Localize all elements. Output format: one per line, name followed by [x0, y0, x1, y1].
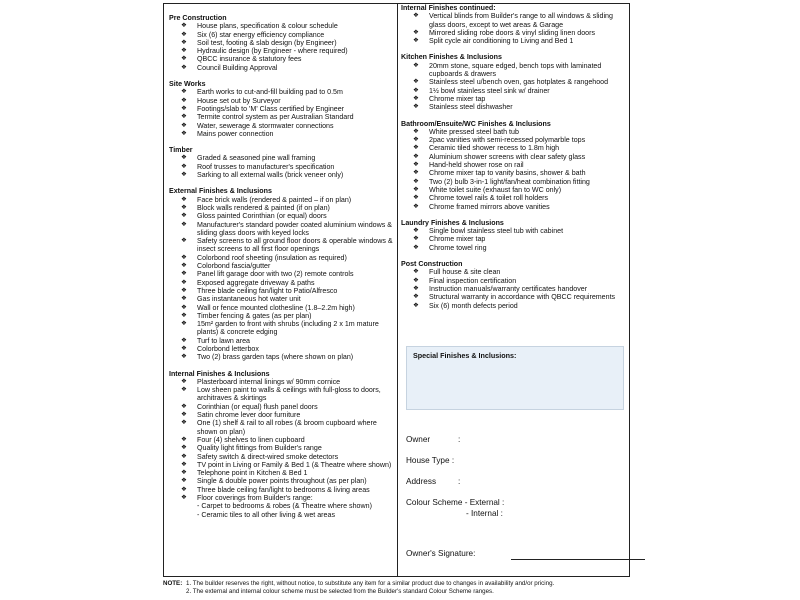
list-item-text: Split cycle air conditioning to Living and Bed 1: [429, 37, 574, 46]
bullet-icon: ❖: [413, 144, 419, 152]
list-item-text: Colorbond roof sheeting (insulation as required): [197, 253, 347, 262]
section-list: [401, 128, 625, 211]
list-item-text: Turf to lawn area: [197, 336, 250, 345]
list-item: [169, 337, 393, 345]
list-item: [169, 55, 393, 63]
list-item: [169, 204, 393, 212]
list-item-text: Panel lift garage door with two (2) remote controls: [197, 270, 354, 279]
list-item: [169, 378, 393, 386]
colour-external-label: Colour Scheme - External :: [406, 498, 505, 507]
section: [169, 187, 393, 361]
list-item: [401, 78, 625, 86]
list-item-text: Safety screens to all ground floor doors & operable windows & insect screens to all first floor openings: [197, 237, 393, 254]
list-item: [401, 128, 625, 136]
bullet-icon: ❖: [181, 104, 187, 112]
list-item: [401, 235, 625, 243]
bullet-icon: ❖: [181, 96, 187, 104]
list-item: [169, 105, 393, 113]
right-column: [401, 4, 625, 558]
bullet-icon: ❖: [181, 270, 187, 278]
bullet-icon: ❖: [181, 353, 187, 361]
list-item-text: Stainless steel u/bench oven, gas hotplates & rangehood: [429, 78, 609, 87]
list-item-text: Graded & seasoned pine wall framing: [197, 154, 316, 163]
section: [169, 370, 393, 519]
list-item-text: Exposed aggregate driveway & paths: [197, 278, 315, 287]
section-list: [169, 22, 393, 72]
bullet-icon: ❖: [181, 154, 187, 162]
bullet-icon: ❖: [181, 22, 187, 30]
bullet-icon: ❖: [181, 419, 187, 427]
section-list: [401, 12, 625, 45]
list-item: [401, 95, 625, 103]
list-item: [169, 353, 393, 361]
section: [401, 53, 625, 111]
list-item-text: Timber fencing & gates (as per plan): [197, 311, 312, 320]
list-item: [401, 178, 625, 186]
list-item-text: Corinthian (or equal) flush panel doors: [197, 402, 318, 411]
list-item: [169, 494, 393, 502]
list-item: [169, 22, 393, 30]
bullet-icon: ❖: [181, 460, 187, 468]
list-item: [169, 262, 393, 270]
address-colon: :: [458, 477, 461, 486]
address-label: Address: [406, 477, 437, 486]
bullet-icon: ❖: [181, 336, 187, 344]
list-item: [169, 419, 393, 436]
list-item: [169, 436, 393, 444]
list-item-text: Full house & site clean: [429, 268, 501, 277]
list-item-text: Council Building Approval: [197, 63, 278, 72]
list-item: [401, 203, 625, 211]
bullet-icon: ❖: [413, 185, 419, 193]
list-item: [169, 386, 393, 403]
list-item-text: Hand-held shower rose on rail: [429, 161, 524, 170]
owner-row[interactable]: [406, 436, 630, 454]
section: [401, 219, 625, 252]
section-title: Pre Construction: [169, 14, 227, 22]
list-item: [169, 411, 393, 419]
list-item-text: Earth works to cut-and-fill building pad to 0.5m: [197, 88, 343, 97]
list-item: [169, 31, 393, 39]
owner-form: [406, 436, 630, 568]
list-item: [169, 254, 393, 262]
list-item: [169, 486, 393, 494]
list-item: [169, 469, 393, 477]
list-item-text: Final inspection certification: [429, 276, 517, 285]
owner-colon: :: [458, 435, 461, 444]
list-item: [169, 444, 393, 452]
list-item: [169, 97, 393, 105]
section-list: [169, 378, 393, 519]
signature-line[interactable]: [511, 559, 645, 560]
notes-label: NOTE:: [163, 580, 183, 587]
list-item-text: Two (2) brass garden taps (where shown on plan): [197, 353, 354, 362]
list-item: [401, 302, 625, 310]
list-item-text: 20mm stone, square edged, bench tops with laminated cupboards & drawers: [429, 61, 602, 79]
list-item-text: Block walls rendered & painted (if on plan): [197, 203, 330, 212]
right-sections: [401, 4, 625, 310]
bullet-icon: ❖: [413, 37, 419, 45]
bullet-icon: ❖: [181, 171, 187, 179]
list-item: [401, 227, 625, 235]
left-column: [169, 14, 393, 527]
section-title: Timber: [169, 146, 193, 155]
bullet-icon: ❖: [181, 402, 187, 410]
bullet-icon: ❖: [413, 78, 419, 86]
bullet-icon: ❖: [181, 203, 187, 211]
list-item: [401, 12, 625, 29]
list-item: [401, 62, 625, 79]
bullet-icon: ❖: [181, 63, 187, 71]
section-title: External Finishes & Inclusions: [169, 187, 272, 196]
list-item-text: Water, sewerage & stormwater connections: [197, 121, 334, 130]
section-title: Laundry Finishes & Inclusions: [401, 218, 504, 227]
owner-label: Owner: [406, 435, 431, 444]
list-item: [169, 304, 393, 312]
bullet-icon: ❖: [181, 494, 187, 502]
bullet-icon: ❖: [181, 435, 187, 443]
section-title: Internal Finishes & Inclusions: [169, 369, 270, 378]
bullet-icon: ❖: [181, 38, 187, 46]
bullet-icon: ❖: [181, 311, 187, 319]
bullet-icon: ❖: [413, 28, 419, 36]
list-item-text: Face brick walls (rendered & painted – if on plan): [197, 195, 352, 204]
list-item: [169, 461, 393, 469]
section-title: Kitchen Finishes & Inclusions: [401, 53, 502, 62]
list-item: [401, 268, 625, 276]
list-item: [401, 29, 625, 37]
list-item-text: 1½ bowl stainless steel sink w/ drainer: [429, 86, 550, 95]
note-1: 1. The builder reserves the right, without notice, to substitute any item for a similar product due to changes in availability and/or pricing.: [186, 580, 555, 587]
section-list: [401, 62, 625, 112]
list-item-text: Wall or fence mounted clothesline (1.8–2.2m high): [197, 303, 355, 312]
list-item: [169, 453, 393, 461]
list-item-text: Stainless steel dishwasher: [429, 103, 513, 112]
list-item-text: Gas instantaneous hot water unit: [197, 295, 301, 304]
bullet-icon: ❖: [413, 202, 419, 210]
bullet-icon: ❖: [413, 136, 419, 144]
list-item-text: Aluminium shower screens with clear safety glass: [429, 152, 586, 161]
list-item-text: One (1) shelf & rail to all robes (& broom cupboard where shown on plan): [197, 419, 377, 436]
list-item-text: Ceramic tiled shower recess to 1.8m high: [429, 144, 560, 153]
list-item-text: 2pac vanities with semi-recessed polymarble tops: [429, 136, 586, 145]
bullet-icon: ❖: [413, 268, 419, 276]
bullet-icon: ❖: [181, 377, 187, 385]
bullet-icon: ❖: [181, 286, 187, 294]
note-2: 2. The external and internal colour scheme must be selected from the Builder's standard Colour Scheme ranges.: [186, 588, 494, 595]
bullet-icon: ❖: [181, 452, 187, 460]
list-item: [401, 144, 625, 152]
list-item: [401, 186, 625, 194]
bullet-icon: ❖: [181, 320, 187, 328]
bullet-icon: ❖: [413, 127, 419, 135]
bullet-icon: ❖: [181, 129, 187, 137]
list-item-text: Three blade ceiling fan/light to Patio/Alfresco: [197, 286, 338, 295]
list-item: [169, 163, 393, 171]
list-item-text: Chrome mixer tap: [429, 94, 486, 103]
bullet-icon: ❖: [413, 103, 419, 111]
list-item-text: Termite control system as per Australian Standard: [197, 113, 354, 122]
bullet-icon: ❖: [181, 303, 187, 311]
list-item: [169, 270, 393, 278]
list-item-text: Mains power connection: [197, 129, 274, 138]
list-item: [401, 161, 625, 169]
list-item-text: Manufacturer's standard powder coated aluminium windows & sliding glass doors with keyed locks: [197, 220, 392, 237]
list-item: [401, 153, 625, 161]
list-item-text: House set out by Surveyor: [197, 96, 281, 105]
special-finishes-title: Special Finishes & Inclusions:: [413, 351, 517, 360]
list-item: [401, 293, 625, 301]
bullet-icon: ❖: [413, 194, 419, 202]
list-item-text: Footings/slab to 'M' Class certified by Engineer: [197, 104, 345, 113]
bullet-icon: ❖: [413, 61, 419, 69]
bullet-icon: ❖: [181, 113, 187, 121]
bullet-icon: ❖: [181, 162, 187, 170]
section: [169, 14, 393, 72]
section-list: [169, 154, 393, 179]
bullet-icon: ❖: [181, 344, 187, 352]
list-item-text: Colorbond letterbox: [197, 344, 259, 353]
bullet-icon: ❖: [181, 212, 187, 220]
list-item-text: White pressed steel bath tub: [429, 127, 519, 136]
column-divider: [397, 4, 398, 576]
bullet-icon: ❖: [413, 161, 419, 169]
bullet-icon: ❖: [181, 121, 187, 129]
list-item-text: Sarking to all external walls (brick veneer only): [197, 171, 344, 180]
section-list: [401, 227, 625, 252]
bullet-icon: ❖: [413, 243, 419, 251]
bullet-icon: ❖: [181, 386, 187, 394]
sub-list-item: - Ceramic tiles to all other living & wet areas: [197, 510, 335, 519]
bullet-icon: ❖: [181, 30, 187, 38]
list-item: [169, 39, 393, 47]
bullet-icon: ❖: [181, 477, 187, 485]
bullet-icon: ❖: [181, 253, 187, 261]
bullet-icon: ❖: [413, 94, 419, 102]
list-item-text: House plans, specification & colour schedule: [197, 22, 338, 31]
list-item: [169, 295, 393, 303]
list-item: [169, 130, 393, 138]
list-item-text: Safety switch & direct-wired smoke detectors: [197, 452, 339, 461]
bullet-icon: ❖: [181, 195, 187, 203]
special-finishes-box[interactable]: [406, 346, 624, 410]
list-item: [169, 122, 393, 130]
section-list: [401, 268, 625, 309]
list-item: [401, 277, 625, 285]
bullet-icon: ❖: [181, 47, 187, 55]
colour-internal-label: - Internal :: [466, 509, 503, 518]
list-item-text: Single & double power points throughout (as per plan): [197, 477, 367, 486]
colour-external-row[interactable]: [406, 499, 630, 510]
list-item-text: Chrome towel ring: [429, 243, 487, 252]
list-item-text: Two (2) bulb 3-in-1 light/fan/heat combination fitting: [429, 177, 590, 186]
list-item-text: Chrome framed mirrors above vanities: [429, 202, 550, 211]
list-item-text: Soil test, footing & slab design (by Engineer): [197, 38, 337, 47]
bullet-icon: ❖: [181, 237, 187, 245]
list-item-text: Gloss painted Corinthian (or equal) doors: [197, 212, 327, 221]
list-item: [169, 154, 393, 162]
bullet-icon: ❖: [413, 169, 419, 177]
list-item-text: Telephone point in Kitchen & Bed 1: [197, 469, 308, 478]
list-item: [401, 194, 625, 202]
bullet-icon: ❖: [181, 444, 187, 452]
section: [169, 146, 393, 179]
list-item: [169, 113, 393, 121]
bullet-icon: ❖: [181, 485, 187, 493]
bullet-icon: ❖: [413, 293, 419, 301]
section: [401, 260, 625, 310]
section-list: [169, 88, 393, 138]
bullet-icon: ❖: [181, 220, 187, 228]
list-item-text: Chrome mixer tap: [429, 235, 486, 244]
list-item-text: Chrome mixer tap to vanity basins, shower & bath: [429, 169, 586, 178]
bullet-icon: ❖: [181, 88, 187, 96]
bullet-icon: ❖: [413, 86, 419, 94]
section-title: Bathroom/Ensuite/WC Finishes & Inclusions: [401, 119, 551, 128]
bullet-icon: ❖: [413, 12, 419, 20]
section: [401, 4, 625, 45]
list-item: [401, 37, 625, 45]
list-item-text: White toilet suite (exhaust fan to WC only): [429, 185, 562, 194]
signature-label: Owner's Signature:: [406, 549, 476, 558]
list-item: [169, 320, 393, 337]
list-item: [401, 136, 625, 144]
list-item-text: 15m² garden to front with shrubs (including 2 x 1m mature plants) & concrete edging: [197, 320, 379, 337]
bullet-icon: ❖: [181, 278, 187, 286]
list-item-text: Colorbond fascia/gutter: [197, 262, 271, 271]
section: [401, 120, 625, 211]
house-type-row[interactable]: [406, 457, 630, 475]
list-item: [169, 47, 393, 55]
list-item-text: Four (4) shelves to linen cupboard: [197, 435, 305, 444]
section-list: [169, 196, 393, 362]
list-item-text: Satin chrome lever door furniture: [197, 411, 301, 420]
section-title: Site Works: [169, 80, 206, 89]
bullet-icon: ❖: [413, 284, 419, 292]
inclusions-sheet: [163, 3, 630, 577]
colour-internal-row[interactable]: [406, 510, 630, 528]
list-item: [169, 171, 393, 179]
list-item-text: Mirrored sliding robe doors & vinyl sliding linen doors: [429, 28, 595, 37]
list-item: [169, 212, 393, 220]
list-item: [401, 103, 625, 111]
bullet-icon: ❖: [181, 295, 187, 303]
list-item: [169, 345, 393, 353]
section-title: Post Construction: [401, 260, 463, 269]
list-item-text: Vertical blinds from Builder's range to all windows & sliding glass doors, except to wet areas & Garage: [429, 12, 613, 29]
list-item: [169, 279, 393, 287]
bullet-icon: ❖: [181, 469, 187, 477]
house-type-label: House Type :: [406, 456, 455, 465]
list-item: [169, 237, 393, 254]
list-item-text: Low sheen paint to walls & ceilings with full-gloss to doors, architraves & skirtings: [197, 386, 381, 403]
list-item: [169, 312, 393, 320]
list-item: [169, 88, 393, 96]
list-item: [169, 64, 393, 72]
bullet-icon: ❖: [413, 276, 419, 284]
list-item-text: Hydraulic design (by Engineer - where required): [197, 47, 348, 56]
list-item-text: Three blade ceiling fan/light to bedrooms & living areas: [197, 485, 370, 494]
list-item-text: Roof trusses to manufacturer's specification: [197, 162, 335, 171]
bullet-icon: ❖: [413, 301, 419, 309]
bullet-icon: ❖: [181, 55, 187, 63]
list-item: [169, 477, 393, 485]
list-item-text: Structural warranty in accordance with QBCC requirements: [429, 293, 616, 302]
section: [169, 80, 393, 138]
section-title: Internal Finishes continued:: [401, 4, 496, 12]
bullet-icon: ❖: [413, 177, 419, 185]
list-item-text: Floor coverings from Builder's range:: [197, 494, 313, 503]
list-item-text: Single bowl stainless steel tub with cabinet: [429, 227, 564, 236]
bullet-icon: ❖: [181, 262, 187, 270]
list-item-text: Six (6) star energy efficiency compliance: [197, 30, 325, 39]
list-item: [169, 287, 393, 295]
list-item: [401, 87, 625, 95]
list-item: [169, 221, 393, 238]
list-item-text: Instruction manuals/warranty certificates handover: [429, 284, 588, 293]
list-item-text: QBCC insurance & statutory fees: [197, 55, 302, 64]
sub-list-item: - Carpet to bedrooms & robes (& Theatre where shown): [197, 502, 372, 511]
signature-row[interactable]: [406, 550, 630, 568]
list-item: [169, 196, 393, 204]
list-item: [401, 169, 625, 177]
bullet-icon: ❖: [413, 227, 419, 235]
bullet-icon: ❖: [181, 411, 187, 419]
list-item-text: Quality light fittings from Builder's range: [197, 444, 322, 453]
list-item-text: TV point in Living or Family & Bed 1 (& Theatre where shown): [197, 460, 392, 469]
list-item: [401, 285, 625, 293]
list-item-text: Six (6) month defects period: [429, 301, 518, 310]
bullet-icon: ❖: [413, 152, 419, 160]
list-item: [401, 244, 625, 252]
address-row[interactable]: [406, 478, 630, 496]
list-item-text: Plasterboard internal linings w/ 90mm cornice: [197, 377, 341, 386]
list-item: [169, 403, 393, 411]
bullet-icon: ❖: [413, 235, 419, 243]
list-item-text: Chrome towel rails & toilet roll holders: [429, 194, 549, 203]
